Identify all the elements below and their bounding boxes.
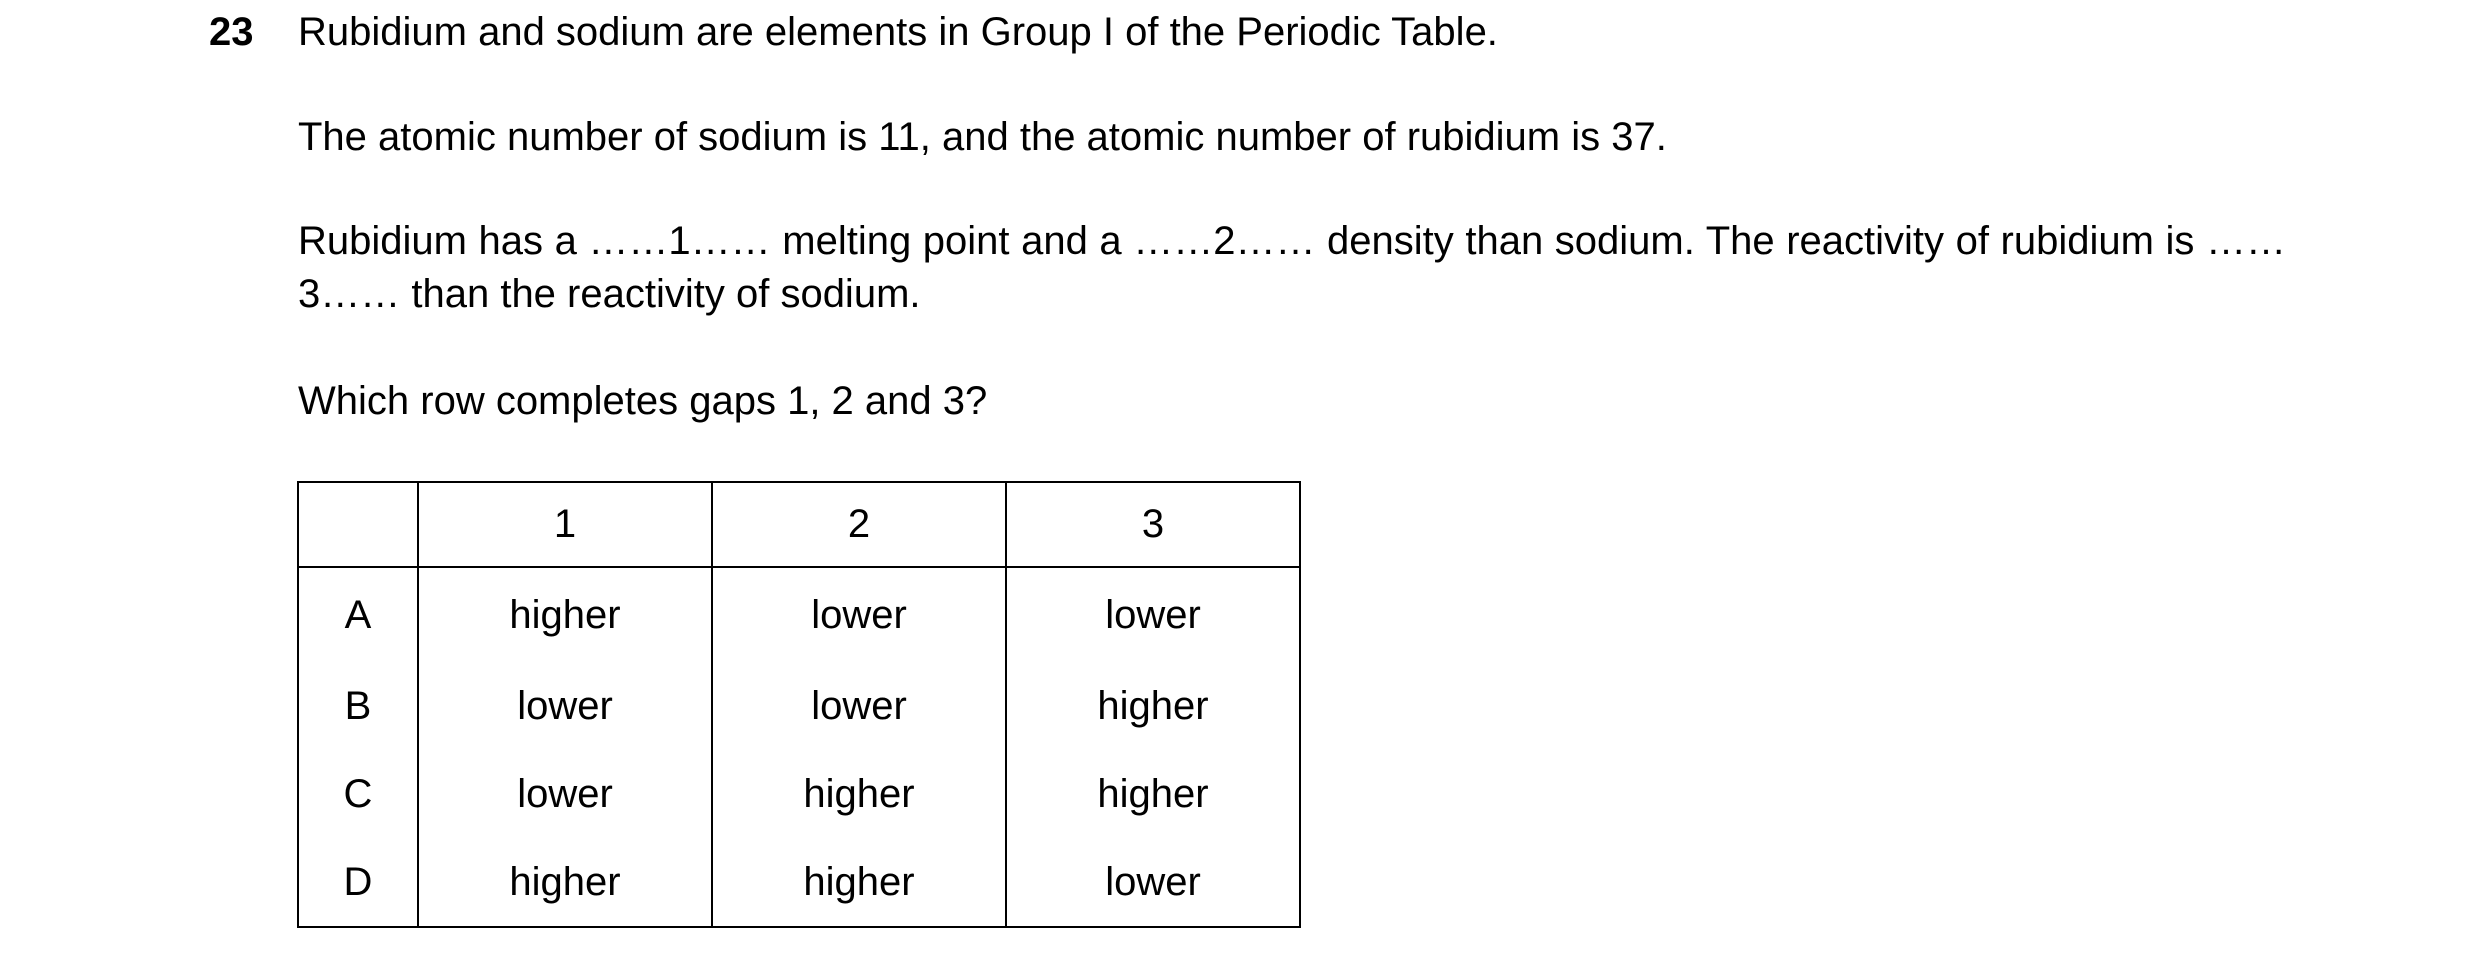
table-header-blank [298,482,418,567]
table-cell: lower [418,662,712,750]
table-row-a [298,567,1300,662]
table-cell: lower [712,567,1006,662]
table-row-c [298,750,1300,838]
table-row-b [298,662,1300,750]
table-cell: lower [1006,838,1300,927]
table-cell: higher [418,567,712,662]
question-number: 23 [209,10,254,54]
option-key-d: D [298,838,418,927]
answer-options-table [297,481,1301,928]
table-cell: higher [418,838,712,927]
table-cell: lower [418,750,712,838]
question-prompt: Which row completes gaps 1, 2 and 3? [298,379,988,423]
table-header-gap-2: 2 [712,482,1006,567]
table-cell: lower [712,662,1006,750]
table-cell: higher [1006,662,1300,750]
table-header-gap-1: 1 [418,482,712,567]
question-intro: Rubidium and sodium are elements in Group I of the Periodic Table. [298,10,1498,54]
question-gap-paragraph: Rubidium has a ……1…… melting point and a ……2…… density than sodium. The reactivity of rubidium is ……3…… than the reactivity of sodium. [298,219,2286,316]
question-atomic-numbers: The atomic number of sodium is 11, and the atomic number of rubidium is 37. [298,115,1667,159]
table-cell: higher [1006,750,1300,838]
table-cell: higher [712,750,1006,838]
table-cell: lower [1006,567,1300,662]
option-key-c: C [298,750,418,838]
table-header-row [298,482,1300,567]
table-row-d [298,838,1300,927]
option-key-a: A [298,567,418,662]
table-cell: higher [712,838,1006,927]
table-header-gap-3: 3 [1006,482,1300,567]
option-key-b: B [298,662,418,750]
